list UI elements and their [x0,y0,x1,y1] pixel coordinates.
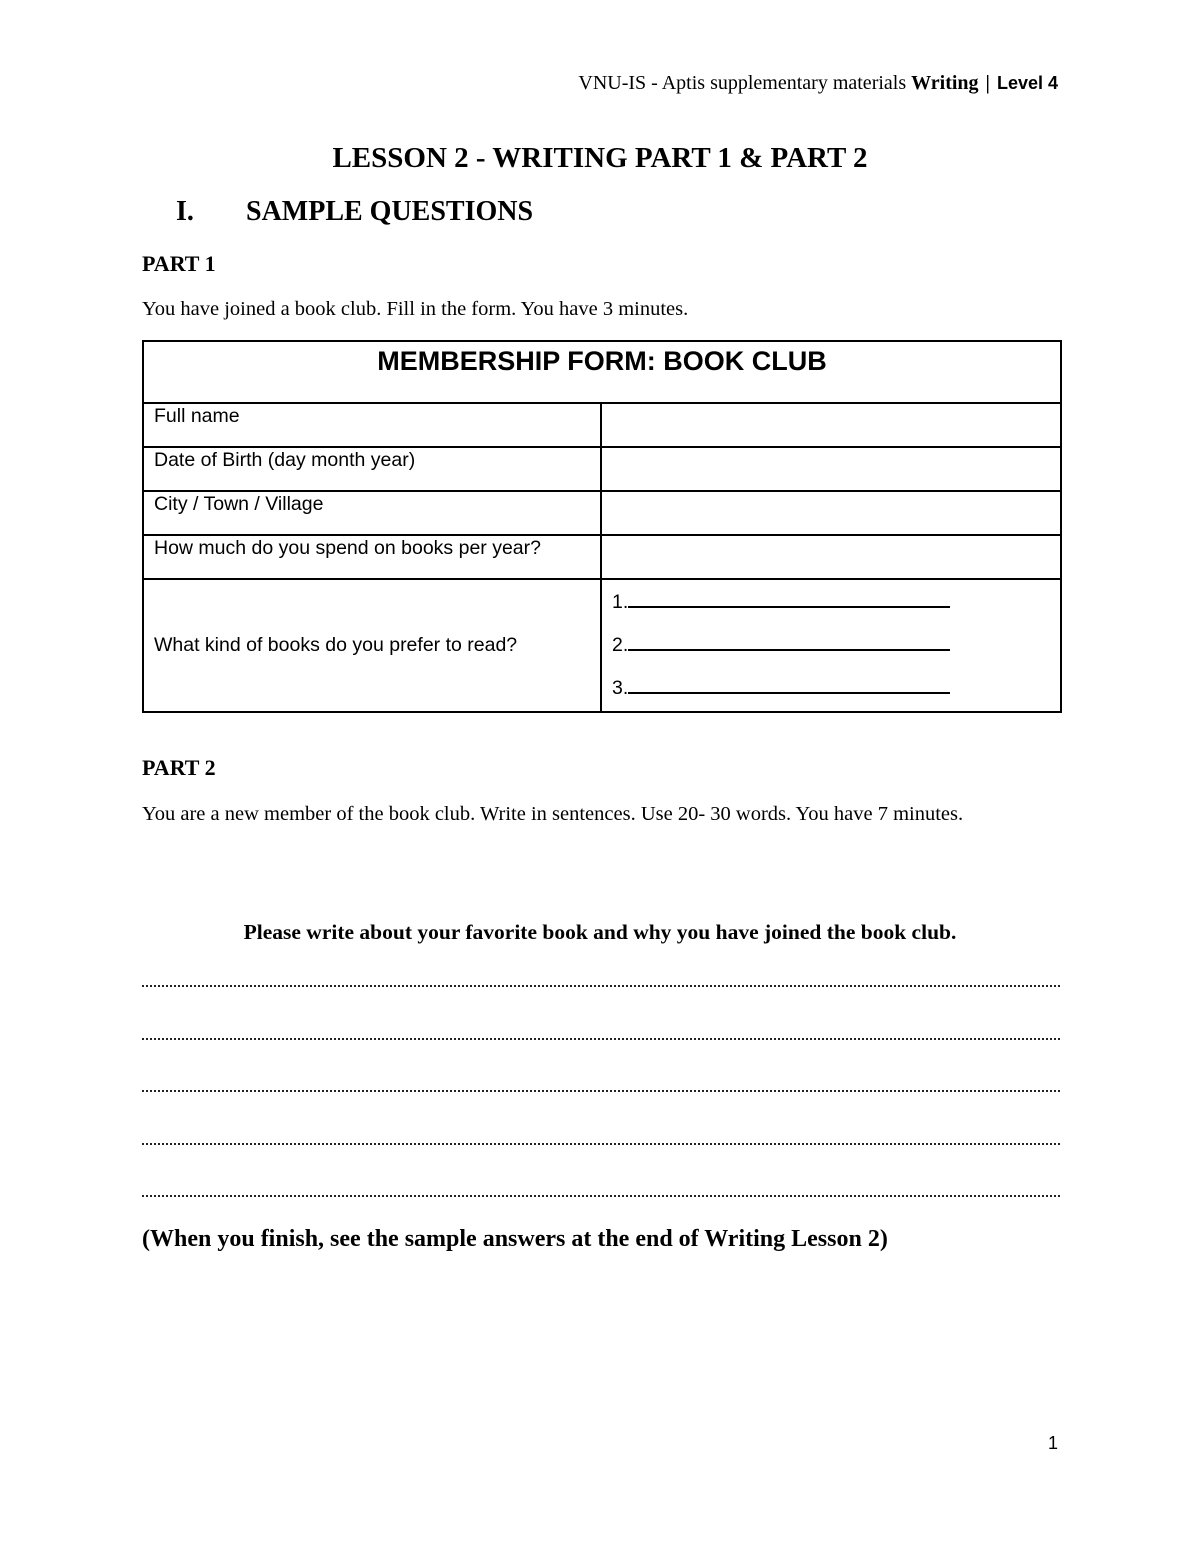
field-input-date-of-birth[interactable] [601,447,1061,491]
header-subject: Writing [911,72,979,94]
form-row-full-name [143,403,1061,447]
form-row-date-of-birth [143,447,1061,491]
header-level: Level 4 [996,73,1058,93]
preference-number: 1. [612,591,629,613]
section-title: SAMPLE QUESTIONS [246,196,534,227]
field-input-spending[interactable] [601,535,1061,579]
answer-line[interactable] [142,985,1060,987]
finish-note: (When you finish, see the sample answers at the end of Writing Lesson 2) [142,1226,888,1252]
preference-number: 3. [612,677,629,699]
form-row-preferences [143,579,1061,712]
page-number: 1 [1047,1433,1058,1453]
page-header [578,72,1058,95]
answer-line[interactable] [142,1038,1060,1040]
preference-line[interactable] [612,668,1050,711]
field-label-preferences: What kind of books do you prefer to read? [143,579,601,712]
preference-line[interactable] [612,582,1050,625]
writing-prompt: Please write about your favorite book and why you have joined the book club. [243,920,957,944]
answer-line[interactable] [142,1090,1060,1092]
section-heading [176,196,533,228]
preference-blank[interactable] [628,582,950,608]
part1-heading: PART 1 [142,251,216,276]
membership-form [142,340,1062,713]
part1-instruction: You have joined a book club. Fill in the form. You have 3 minutes. [142,298,689,320]
answer-line[interactable] [142,1195,1060,1197]
answer-line[interactable] [142,1143,1060,1145]
preference-number: 2. [612,634,629,656]
form-title: MEMBERSHIP FORM: BOOK CLUB [143,341,1061,403]
header-separator: | [985,72,990,94]
form-row-spending [143,535,1061,579]
section-number: I. [176,196,194,227]
part2-instruction: You are a new member of the book club. Write in sentences. Use 20- 30 words. You have 7 minutes. [142,803,964,825]
part2-heading: PART 2 [142,755,216,780]
preferences-list [601,579,1061,712]
field-input-full-name[interactable] [601,403,1061,447]
field-label-full-name: Full name [143,403,601,447]
field-label-date-of-birth: Date of Birth (day month year) [143,447,601,491]
lesson-title: LESSON 2 - WRITING PART 1 & PART 2 [332,142,868,174]
field-label-city: City / Town / Village [143,491,601,535]
field-label-spending: How much do you spend on books per year? [143,535,601,579]
preference-line[interactable] [612,625,1050,668]
preference-blank[interactable] [628,625,950,651]
form-row-city [143,491,1061,535]
preference-blank[interactable] [628,668,950,694]
header-text: VNU-IS - Aptis supplementary materials [578,72,907,94]
field-input-city[interactable] [601,491,1061,535]
